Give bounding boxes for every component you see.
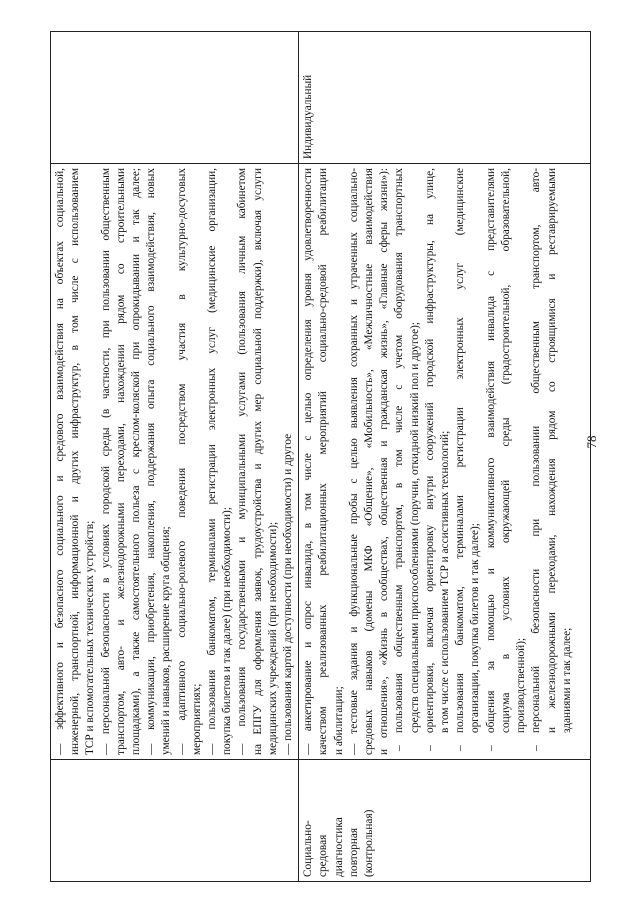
line-text: умений и навыков, расширение круга общения; [160,526,173,755]
text-line [545,168,560,755]
line-text: производственной); [515,637,528,733]
text-line [423,168,438,755]
line-text: общения за помощью и коммуникативного взаимодействия инвалида с представителями [484,168,497,733]
line-text: зданиями и так далее; [560,627,573,733]
line-text: — анкетирование и опрос инвалида, в том числе с целью определения уровня удовлетворенности [302,168,315,755]
text-line [332,168,347,755]
page-number: 78 [584,435,599,449]
text-line [347,168,362,755]
list-dash: – [393,745,406,751]
text-line [129,168,144,755]
text-line [514,168,529,755]
line-text: ТСР и вспомогательных технических устройств; [84,520,97,755]
stage-line: Социально- [302,820,315,877]
line-text: в том числе с использованием ТСР и ассистивных технологий; [439,430,452,733]
line-text: организации, покупка билетов и так далее); [469,523,482,733]
table-row [299,32,591,882]
content-lines [301,168,575,755]
line-text: пользования общественным транспортом, в том числе с учетом оборудования транспортных [393,168,406,733]
line-text: — эффективного и безопасного социального и средового взаимодействия на объектах социальной, [54,168,66,755]
content-cell [299,164,591,760]
text-line [205,168,220,755]
text-line [159,168,174,755]
line-text: — пользования государственными и муниципальными услугами (пользования личным кабинетом [236,168,249,755]
line-text: пользования банкоматом, терминалами регистрации электронных услуг (медицинские [454,168,467,733]
content-lines [53,168,296,755]
table-row [51,32,299,882]
text-line [484,168,499,755]
line-text: социума в условиях окружающей среды (градостроительной, образовательной, [499,168,512,733]
form-text: Индивидуальный [302,74,315,159]
line-text: и железнодорожными переходами, нахождения рядом со строящимися и реставрируемыми [545,168,558,733]
line-text: качеством реализованных реабилитационных мероприятий социально-средовой реабилитации [317,168,330,755]
text-line [408,168,423,755]
line-text: медицинских учреждений (при необходимости); [266,521,279,755]
text-line [235,168,250,755]
line-text: средств специальными приспособлениями (поручни, откидной низкий пол и другое); [408,321,421,733]
stage-line: (контрольная) [363,809,376,877]
line-text: и абилитации; [332,686,345,755]
line-text: — адаптивного социально-ролевого поведения посредством участия в культурно-досуговых [175,168,188,755]
text-line [438,168,453,755]
line-text: инженерной, транспортной, информационной и других инфраструктур, в том числе с использованием [69,168,82,755]
line-text: — пользования банкоматом, терминалами регистрации электронных услуг (медицинские организации, [206,168,219,755]
line-text: на ЕПГУ для оформления заявок, трудоустройства и других мер социальной поддержки), включая услуги [251,168,264,755]
stage-line: диагностика [332,817,345,877]
text-line [68,168,83,755]
text-line [529,168,544,755]
text-line [83,168,98,755]
stage-text [301,764,377,877]
list-dash: – [530,745,543,751]
text-line [144,168,159,755]
line-text: покупка билетов и так далее) (при необходимости); [221,507,234,755]
text-line [220,168,235,755]
stage-cell [299,760,591,882]
rehabilitation-table [50,31,591,882]
text-line [392,168,407,755]
line-text: ориентировки, включая ориентировку внутри сооружений городской инфраструктуры, на улице, [423,168,436,733]
text-line [362,168,377,755]
line-text: мероприятиях; [190,683,203,755]
text-line [175,168,190,755]
text-line [53,168,68,755]
rotated-content [50,32,573,882]
list-dash: – [454,745,467,751]
form-cell [299,32,591,164]
line-text: средовых навыков (домены МКФ «Общение», «Мобильность», «Межличностные взаимодействия [363,168,376,755]
text-line [301,168,316,755]
text-line [266,168,281,755]
text-line [468,168,483,755]
list-dash: – [484,745,497,751]
text-line [499,168,514,755]
stage-cell [51,760,299,882]
text-line [377,168,392,755]
text-line [190,168,205,755]
line-text: — тестовые задания и функциональные пробы с целью выявления сохранных и утраченных социально- [347,168,360,755]
list-dash: – [423,745,436,751]
text-line [316,168,331,755]
form-cell [51,32,299,164]
line-text: транспортом, авто- и железнодорожными переходами, нахождении рядом со строительными [114,168,127,755]
line-text: — пользования картой доступности (при необходимости) и другое [282,433,295,755]
stage-line: повторная [347,827,360,877]
text-line [281,168,296,755]
stage-line: средовая [317,834,330,877]
line-text: и отношения», «Жизнь в сообществах, общественная и гражданская жизнь», «Главные сферы жизни»): [378,168,391,755]
line-text: — коммуникации, приобретения, накопления, поддержания опыта социального взаимодействия, новых [145,168,158,755]
text-line [99,168,114,755]
line-text: персональной безопасности при пользовании общественным транспортом, авто- [530,168,543,733]
text-line [453,168,468,755]
content-cell [51,164,299,760]
line-text: — персональной безопасности в условиях городской среды (в частности, при пользовании общественным [99,168,112,755]
text-line [560,168,575,755]
text-line [251,168,266,755]
text-line [114,168,129,755]
line-text: площадками), а также самостоятельного польеза с креслом-коляской при опрокидывании и так далее; [130,168,143,755]
